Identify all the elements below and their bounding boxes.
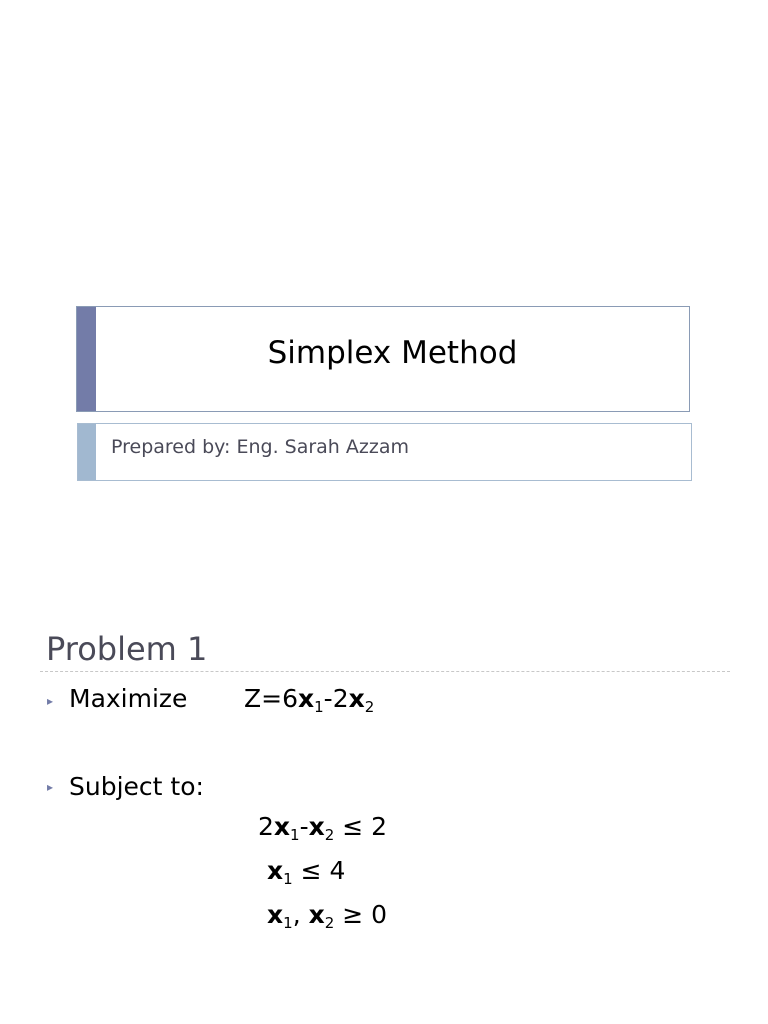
title-box [76, 306, 690, 412]
bullet-arrow-icon: ▸ [47, 694, 54, 708]
heading-divider [40, 671, 730, 672]
constraint-3: $x_1$, $x_2 \ge 0$ [267, 900, 388, 932]
constraint-1: $2x_1-x_2 \le 2$ [258, 812, 388, 844]
objective-function: $Z=6x_1-2x_2$ [244, 684, 375, 716]
slide-subtitle: Prepared by: Eng. Sarah Azzam [111, 436, 409, 458]
problem-slide [0, 600, 768, 1024]
subtitle-accent-bar [78, 424, 96, 480]
subtitle-box [77, 423, 692, 481]
bullet-arrow-icon: ▸ [47, 780, 54, 794]
slide-title: Simplex Method [267, 335, 518, 371]
subject-to-label: Subject to: [69, 772, 204, 801]
constraint-2: $x_1 \le 4$ [267, 856, 346, 888]
problem-heading: Problem 1 [46, 630, 208, 668]
title-accent-bar [77, 307, 96, 411]
objective-label: Maximize [69, 684, 188, 713]
